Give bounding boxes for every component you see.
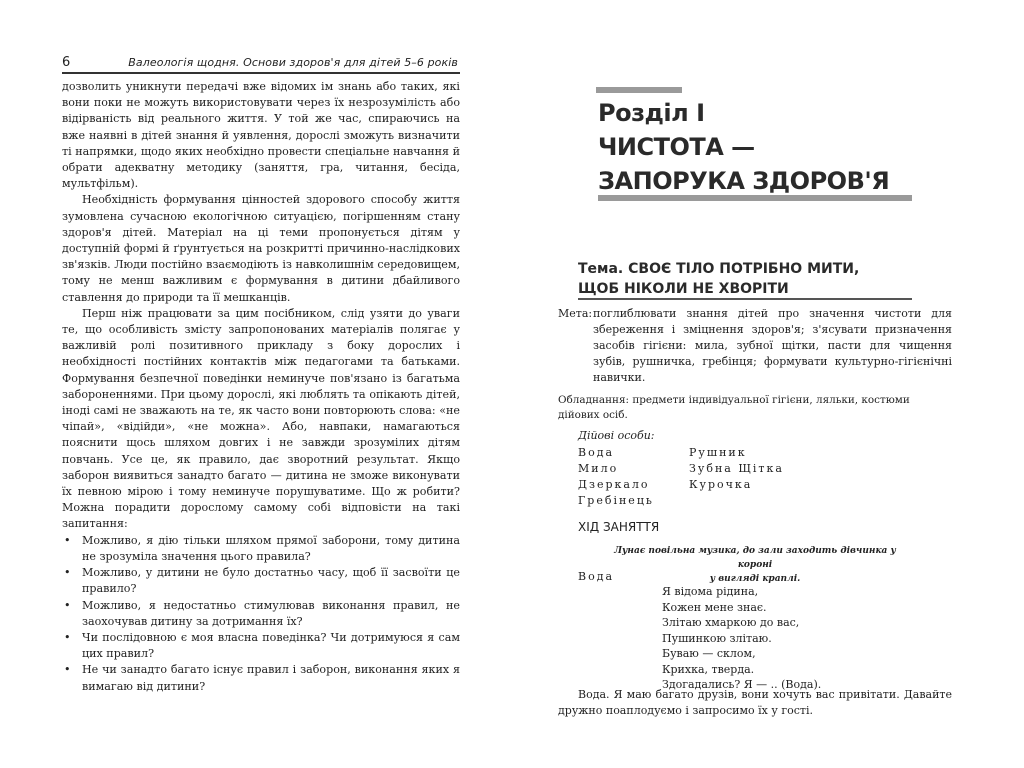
character-name: Рушник — [689, 446, 747, 459]
chapter-title — [598, 96, 889, 198]
character-name: Мило — [578, 462, 619, 475]
lesson-heading: ХІД ЗАНЯТТЯ — [578, 520, 660, 534]
character-name: Гребінець — [578, 494, 654, 507]
bullet-icon: • — [64, 663, 71, 677]
list-item: • Не чи занадто багато існує правил і заборон, виконання яких я вимагаю від дитини? — [64, 663, 460, 693]
topic-title — [578, 259, 859, 299]
list-item: • Можливо, я недостатньо стимулював виконання правил, не заохочував дитину за дотримання їх? — [64, 598, 460, 628]
poem — [662, 584, 821, 693]
poem-line: Злітаю хмаркою до вас, — [662, 616, 800, 629]
topic-line-1: Тема. СВОЄ ТІЛО ПОТРІБНО МИТИ, — [578, 261, 860, 277]
bullet-icon: • — [64, 566, 71, 580]
running-title: Валеологія щодня. Основи здоров'я для дітей 5–6 років — [128, 56, 458, 69]
list-item: • Можливо, я дію тільки шляхом прямої заборони, тому дитина не зрозуміла значення цього правила? — [64, 533, 460, 563]
characters-title: Дійові особи: — [578, 429, 655, 442]
goal-text: поглиблювати знання дітей про значення чистоти для збереження і зміцнення здоров'я; з'ясувати призначення засобів гігієни: мила, зубної щітки, пасти для чищення зубів, рушничка, гребінця; формувати культурно-гігієнічні навички. — [593, 307, 952, 384]
speaker-name: Вода — [578, 570, 615, 583]
poem-line: Здогадались? Я — .. (Вода). — [662, 678, 822, 691]
chapter-line-3: ЗАПОРУКА ЗДОРОВ'Я — [598, 167, 890, 195]
equipment-label: Обладнання: — [558, 394, 629, 406]
character-name: Дзеркало — [578, 478, 650, 491]
poem-line: Кожен мене знає. — [662, 600, 767, 614]
goal-block — [558, 306, 952, 386]
bullet-icon: • — [64, 630, 71, 644]
page-number: 6 — [62, 55, 71, 70]
bullet-icon: • — [64, 598, 71, 612]
paragraph-1: дозволить уникнути передачі вже відомих ім знань або таких, які вони поки не можуть використовувати через їх незрозумілість або відірваність від реального життя. У той же час, спираючись на вже наявні в дітей знання й уявлення, дорослі зможуть визначити ті напрямки, щодо яких необхідно провести спеціальне навчання й обрати адекватну методику (заняття, гра, читання, бесіда, мультфільм). — [62, 80, 460, 191]
chapter-line-2: ЧИСТОТА — — [598, 133, 755, 161]
list-item: • Чи послідовною є моя власна поведінка? Чи дотримуюся я сам цих правил? — [64, 630, 460, 661]
characters-col-1 — [578, 445, 688, 509]
poem-line: Я відома рідина, — [662, 585, 759, 598]
closing-text: Вода. Я маю багато друзів, вони хочуть вас привітати. Давайте дружно поаплодуємо і запросимо їх у гості. — [558, 688, 952, 717]
chapter-rule-top — [596, 87, 682, 93]
chapter-rule-bottom — [598, 195, 912, 201]
characters-col-2 — [689, 445, 829, 493]
poem-line: Буваю — склом, — [662, 647, 756, 660]
chapter-line-1: Розділ І — [598, 99, 705, 127]
list-item: • Можливо, у дитини не було достатньо часу, щоб її засвоїти це правило? — [64, 566, 460, 596]
equipment-text: предмети індивідуальної гігієни, ляльки, костюми дійових осіб. — [558, 394, 910, 421]
paragraph-3: Перш ніж працювати за цим посібником, слід узяти до уваги те, що особливість змісту запропонованих матеріалів полягає у важливій ролі позитивного прикладу з боку дорослих і необхідності постійних контактів між педагогами та батьками. Формування безпечної поведінки неминуче пов'язано із багатьма забороненнями. При цьому дорослі, які люблять та опікають дітей, іноді самі не зважають на те, як часто вони повторюють слова: «не чіпай», «відійди», «не можна». Або, навпаки, намагаються пояснити щось шляхом довгих і не завжди зрозумілих дітям повчань. Усе це, як правило, дає зворотний результат. Якщо заборон виявиться занадто багато — дитина не зможе виконувати їх певною мірою і тому неминуче порушуватиме. Що ж робити? Можна порадити дорослому самому собі відповісти на такі запитання: — [62, 306, 460, 531]
goal-label: Мета: — [558, 307, 593, 320]
bullet-icon: • — [64, 533, 71, 547]
equipment-block — [558, 393, 952, 423]
character-name: Зубна Щітка — [689, 462, 784, 475]
paragraph-2: Необхідність формування цінностей здорового способу життя зумовлена сучасною екологічною ситуацією, погіршенням стану здоров'я дітей. Матеріал на ці теми пропонується дітям у доступній формі й ґрунтується на розкритті причинно-наслідкових зв'язків. Люди постійно взаємодіють із навколишнім середовищем, тому не менш важливим є формування в дитини дбайливого ставлення до природи та її мешканців. — [62, 193, 460, 304]
poem-line: Пушинкою злітаю. — [662, 631, 772, 645]
topic-rule — [578, 298, 912, 300]
poem-line: Крихка, тверда. — [662, 662, 755, 676]
character-name: Вода — [578, 446, 615, 459]
character-name: Курочка — [689, 478, 753, 491]
stage-note: Лунає повільна музика, до зали заходить дівчинка у короні у вигляді краплі. — [614, 546, 896, 584]
topic-line-2: ЩОБ НІКОЛИ НЕ ХВОРІТИ — [578, 281, 789, 297]
